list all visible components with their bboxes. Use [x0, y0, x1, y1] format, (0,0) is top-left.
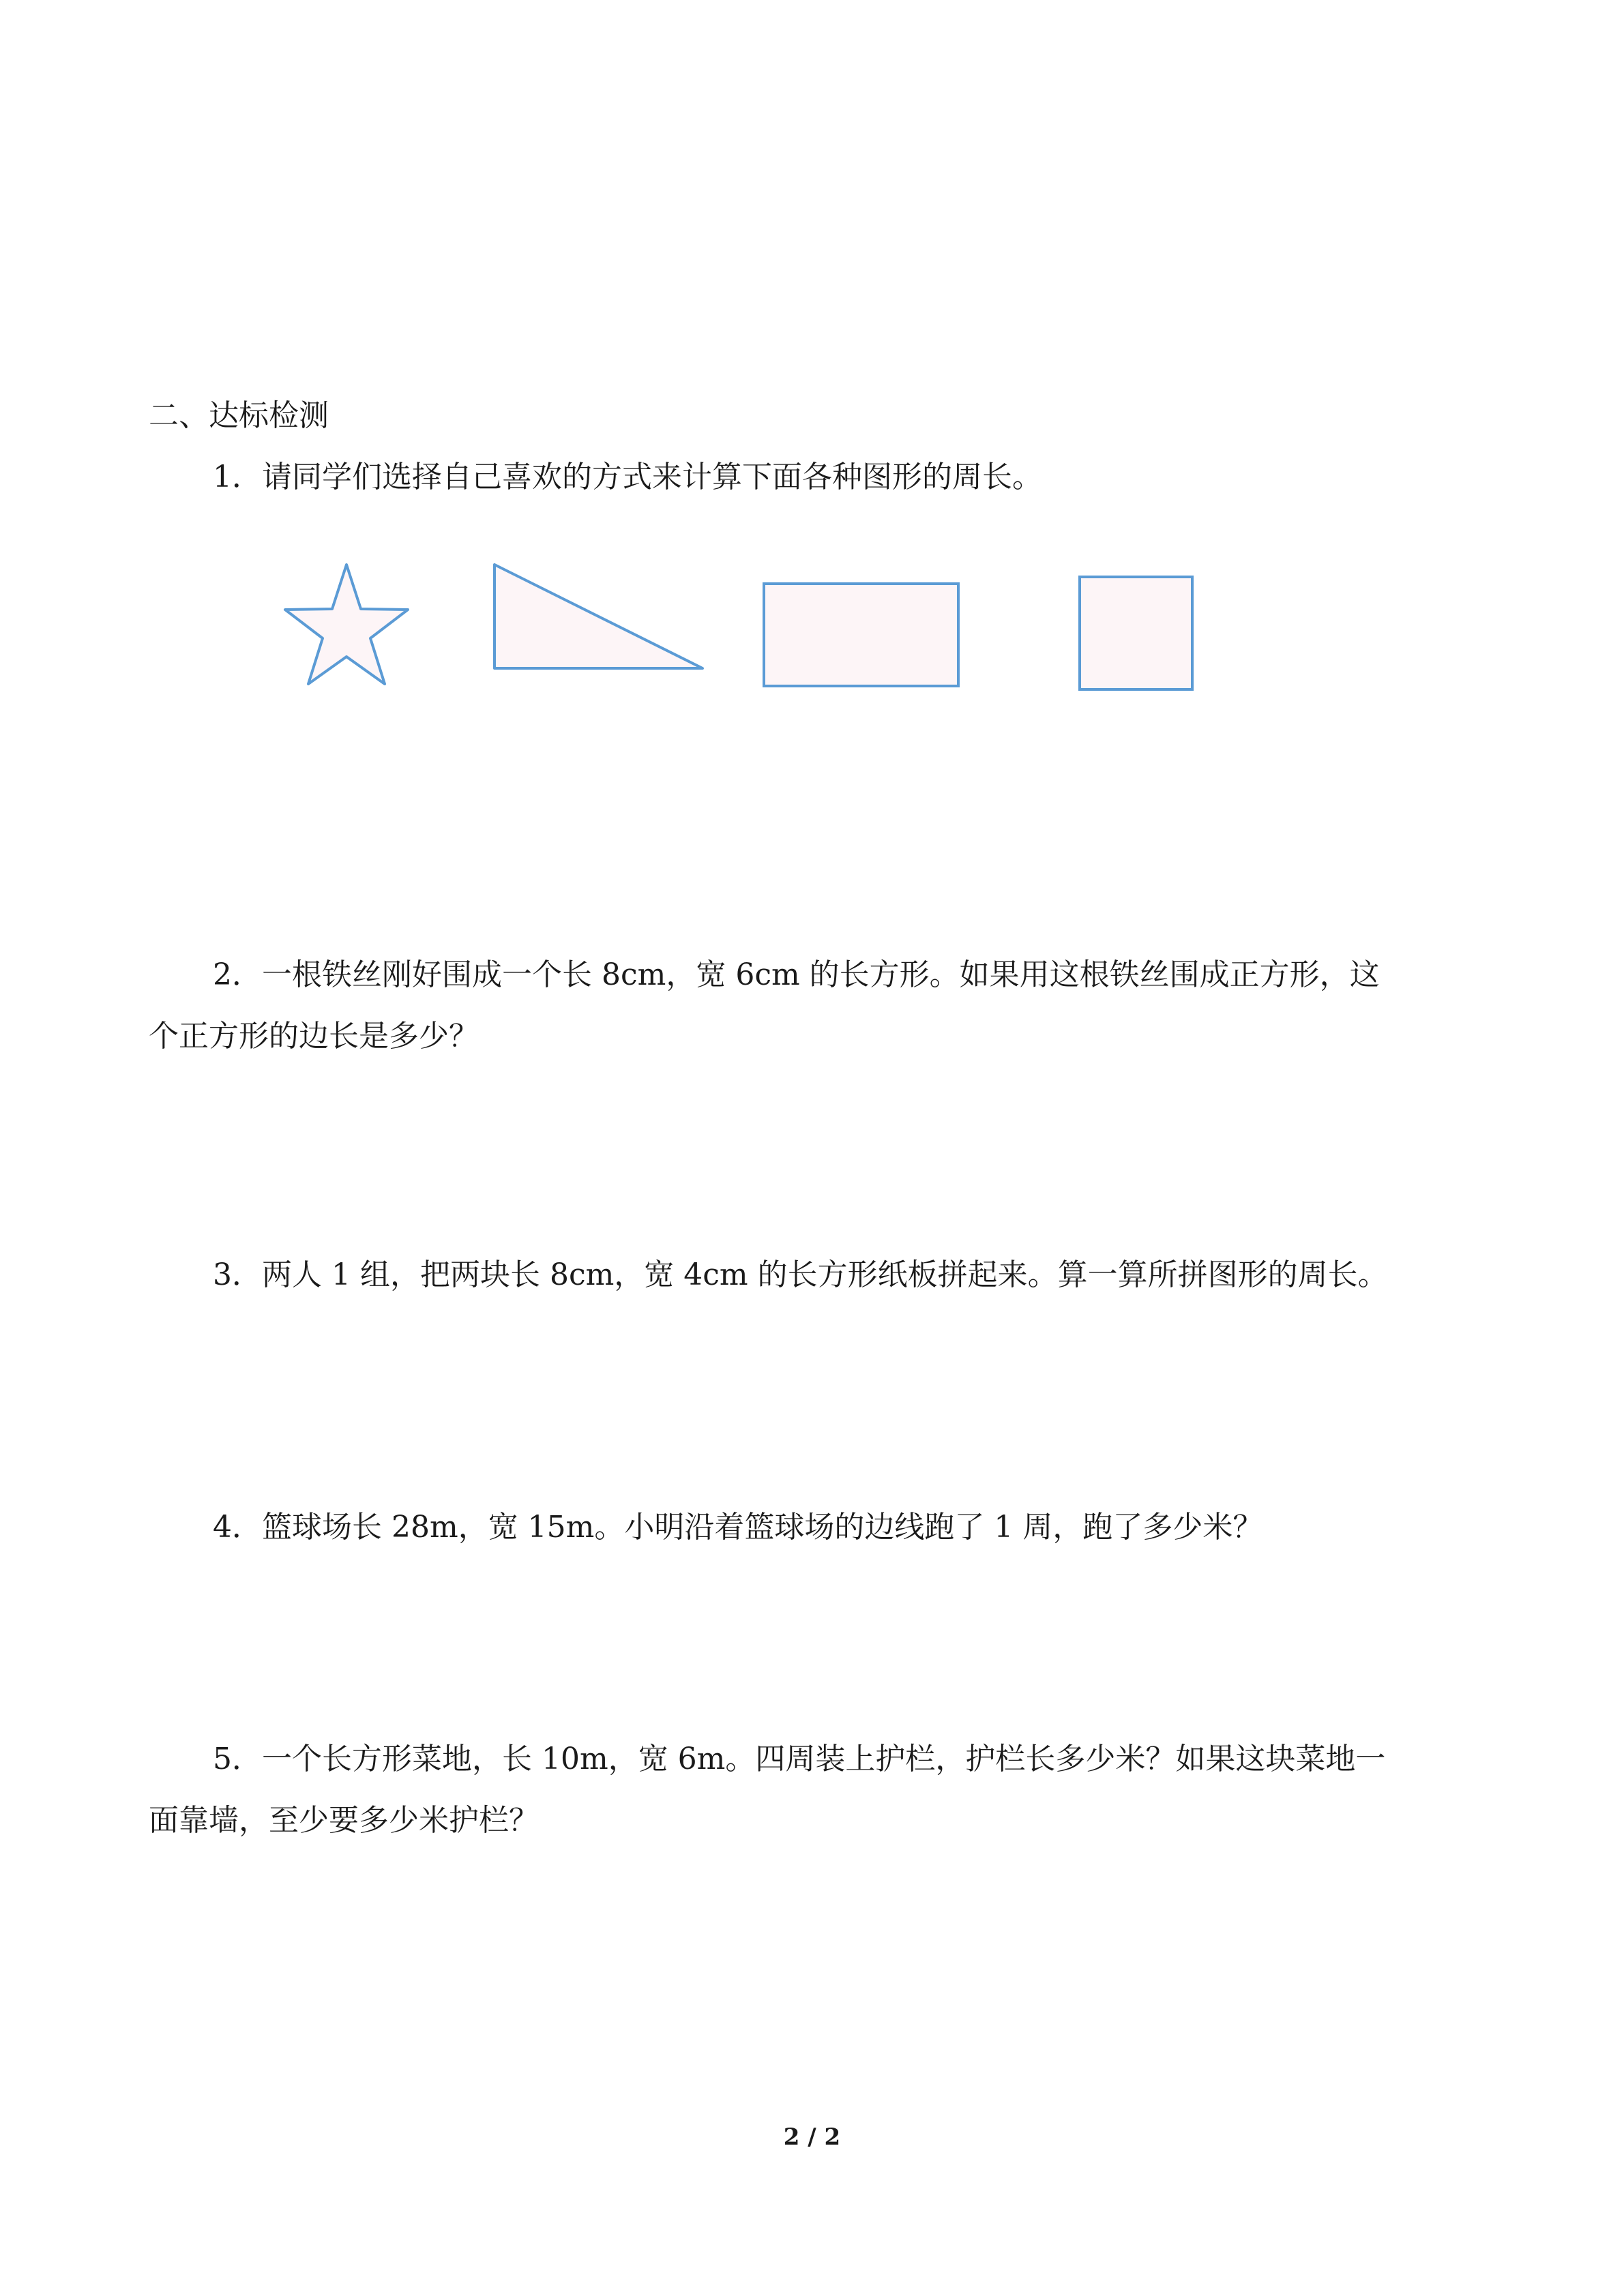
figures-row: [0, 0, 1624, 750]
question-2-line-1: 2．一根铁丝刚好围成一个长 8cm，宽 6cm 的长方形。如果用这根铁丝围成正方形，这: [213, 957, 1380, 992]
triangle-shape: [494, 565, 703, 668]
rectangle-shape: [764, 584, 958, 686]
question-5-line-2: 面靠墙，至少要多少米护栏？: [149, 1803, 539, 1838]
question-5-line-1: 5．一个长方形菜地，长 10m，宽 6m。四周装上护栏，护栏长多少米？如果这块菜地一: [213, 1742, 1386, 1776]
square-shape: [1080, 577, 1192, 689]
question-2-line-2: 个正方形的边长是多少？: [149, 1019, 479, 1054]
question-4: 4．篮球场长 28m，宽 15m。小明沿着篮球场的边线跑了 1 周，跑了多少米？: [213, 1510, 1263, 1545]
page-number: 2 / 2: [783, 2123, 841, 2151]
star-shape: [285, 565, 408, 684]
question-3: 3．两人 1 组，把两块长 8cm，宽 4cm 的长方形纸板拼起来。算一算所拼图形的周长。: [213, 1257, 1388, 1292]
section-title: 二、达标检测: [149, 398, 329, 433]
question-1: 1．请同学们选择自己喜欢的方式来计算下面各种图形的周长。: [213, 460, 1042, 494]
